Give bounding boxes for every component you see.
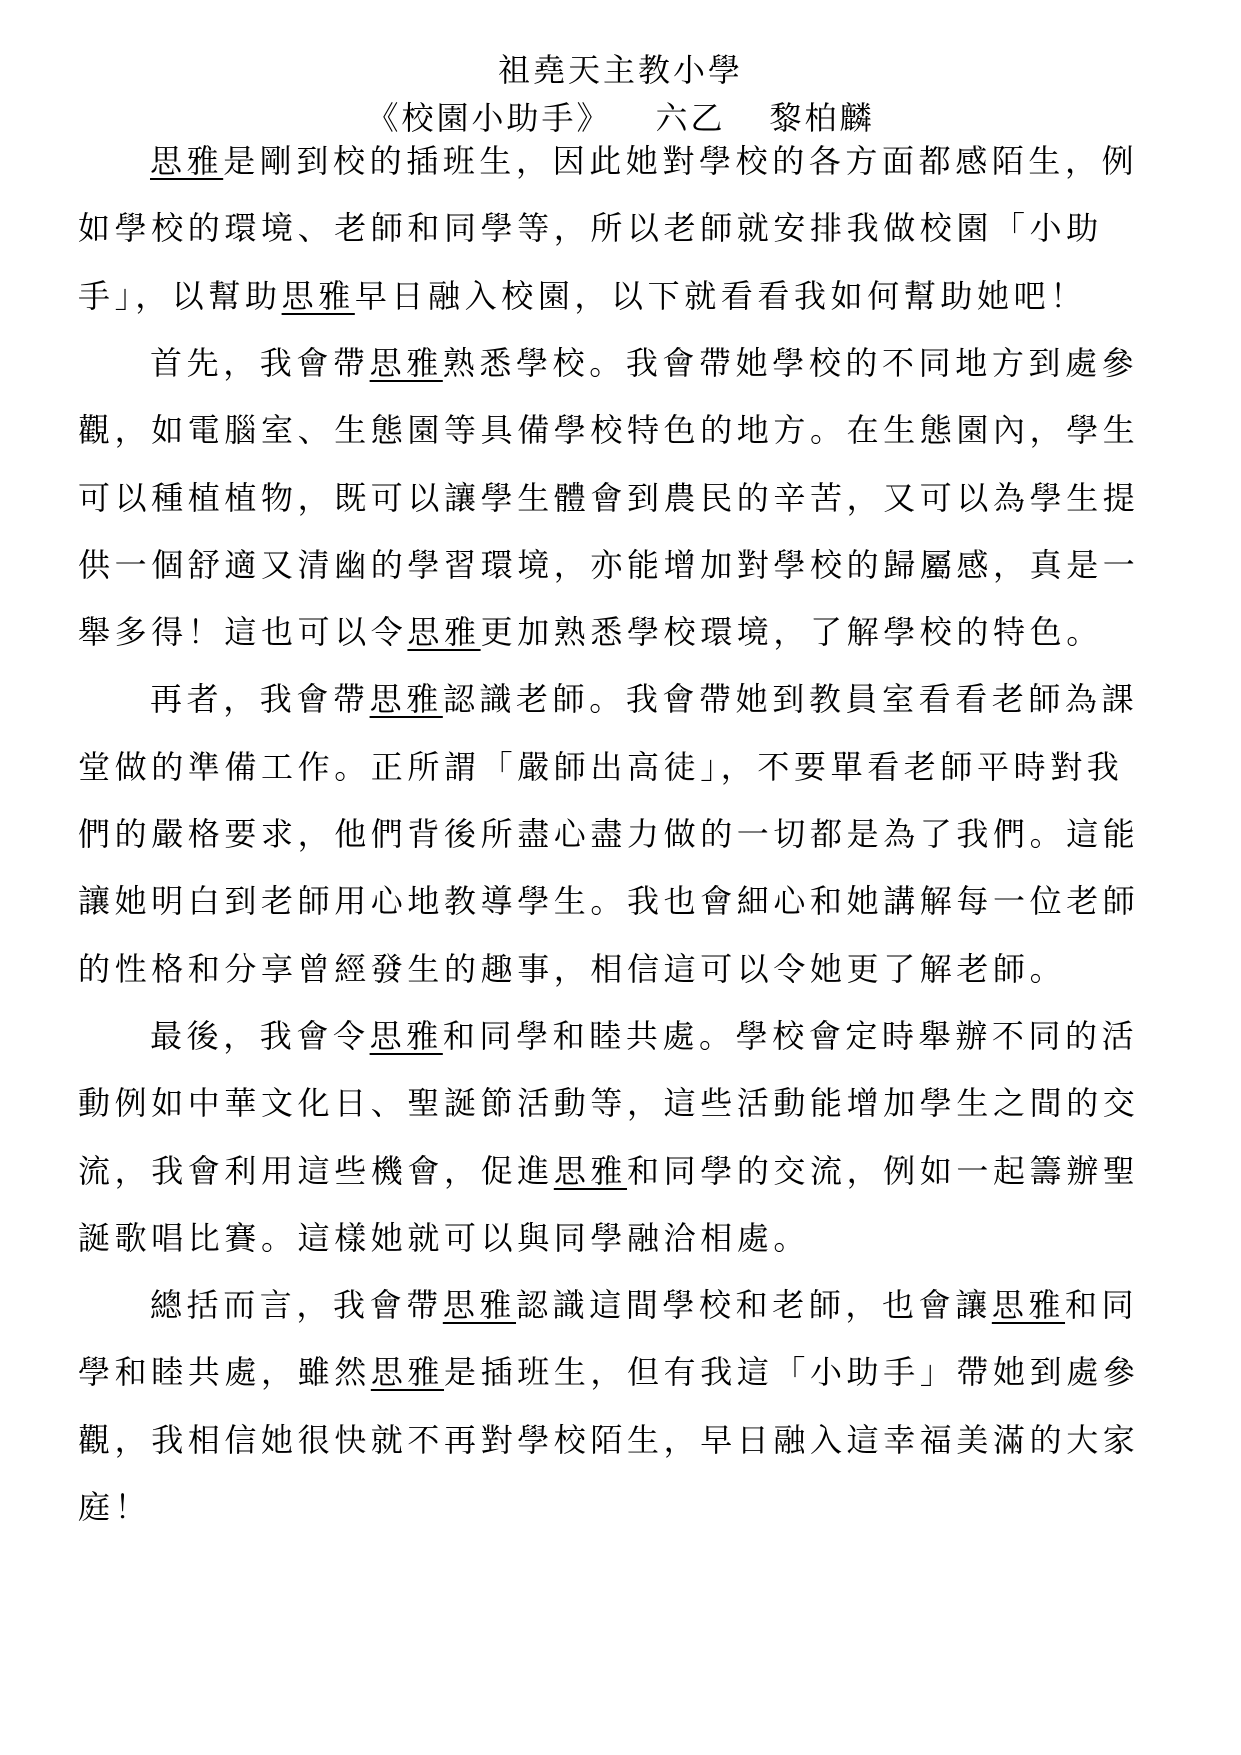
text-segment: 可以種植植物，既可以讓學生體會到農民的辛苦，又可以為學生提 <box>78 478 1140 517</box>
essay-line <box>78 259 1168 333</box>
essay-line <box>78 528 1168 602</box>
text-segment: 觀，我相信她很快就不再對學校陌生，早日融入這幸福美滿的大家 <box>78 1420 1140 1459</box>
text-segment: 和同學和睦共處。學校會定時舉辦不同的活 <box>442 1016 1139 1055</box>
text-segment: 和同 <box>1065 1286 1139 1325</box>
text-segment: 觀，如電腦室、生態園等具備學校特色的地方。在生態園內，學生 <box>78 411 1140 450</box>
essay-line <box>78 932 1168 1006</box>
text-segment: 學和睦共處，雖然 <box>78 1353 371 1392</box>
essay-line <box>78 393 1168 467</box>
essay-line <box>78 1066 1168 1140</box>
underlined-name: 思雅 <box>369 1016 443 1055</box>
essay-line <box>78 1134 1168 1208</box>
essay-line <box>78 1403 1168 1477</box>
text-segment: 誕歌唱比賽。這樣她就可以與同學融洽相處。 <box>78 1218 811 1257</box>
underlined-name: 思雅 <box>369 343 443 382</box>
essay-line <box>150 326 1168 400</box>
text-segment: 更加熟悉學校環境，了解學校的特色。 <box>480 613 1103 652</box>
text-segment: 手」，以幫助 <box>78 276 282 315</box>
essay-line <box>150 1268 1168 1342</box>
text-segment: 動例如中華文化日、聖誕節活動等，這些活動能增加學生之間的交 <box>78 1084 1140 1123</box>
underlined-name: 思雅 <box>150 142 224 180</box>
student-class: 六乙 <box>655 99 726 137</box>
text-segment: 首先，我會帶 <box>150 343 370 382</box>
text-segment: 供一個舒適又清幽的學習環境，亦能增加對學校的歸屬感，真是一 <box>78 545 1140 584</box>
essay-line <box>150 999 1168 1073</box>
underlined-name: 思雅 <box>370 1353 445 1392</box>
underlined-name: 思雅 <box>281 276 355 315</box>
text-segment: 和同學的交流，例如一起籌辦聖 <box>627 1151 1140 1190</box>
text-segment: 讓她明白到老師用心地教導學生。我也會細心和她講解每一位老師 <box>78 882 1140 921</box>
essay-line <box>78 730 1168 804</box>
text-segment: 流，我會利用這些機會，促進 <box>78 1151 554 1190</box>
essay-line <box>78 797 1168 871</box>
underlined-name: 思雅 <box>407 613 481 652</box>
essay-line <box>78 864 1168 938</box>
school-name: 祖堯天主教小學 <box>497 51 743 89</box>
text-segment: 庭！ <box>78 1488 152 1526</box>
essay-line <box>78 191 1168 265</box>
essay-line <box>78 461 1168 535</box>
text-segment: 是剛到校的插班生，因此她對學校的各方面都感陌生，例 <box>223 142 1139 180</box>
underlined-name: 思雅 <box>991 1286 1066 1325</box>
text-segment: 們的嚴格要求，他們背後所盡心盡力做的一切都是為了我們。這能 <box>78 815 1140 853</box>
text-segment: 認識這間學校和老師，也會讓 <box>516 1286 992 1325</box>
text-segment: 的性格和分享曾經發生的趣事，相信這可以令她更了解老師。 <box>78 949 1067 988</box>
underlined-name: 思雅 <box>553 1151 628 1190</box>
essay-line <box>78 1335 1168 1409</box>
essay-line <box>78 1470 1168 1544</box>
essay-line <box>78 1201 1168 1275</box>
text-segment: 舉多得！這也可以令 <box>78 613 408 652</box>
student-name: 黎柏麟 <box>769 99 875 137</box>
text-segment: 堂做的準備工作。正所謂「嚴師出高徒」，不要單看老師平時對我 <box>78 747 1124 786</box>
text-segment: 是插班生，但有我這「小助手」帶她到處參 <box>444 1353 1140 1392</box>
essay-line <box>150 124 1168 198</box>
text-segment: 熟悉學校。我會帶她學校的不同地方到處參 <box>442 343 1139 382</box>
text-segment: 認識老師。我會帶她到教員室看看老師為課 <box>442 680 1139 719</box>
underlined-name: 思雅 <box>442 1286 517 1325</box>
essay-line <box>150 662 1168 736</box>
text-segment: 早日融入校園，以下就看看我如何幫助她吧！ <box>354 276 1087 315</box>
text-segment: 再者，我會帶 <box>150 680 370 719</box>
essay-line <box>78 595 1168 669</box>
text-segment: 最後，我會令 <box>150 1016 370 1055</box>
text-segment: 如學校的環境、老師和同學等，所以老師就安排我做校園「小助 <box>78 209 1103 248</box>
essay-title: 《校園小助手》 <box>366 99 612 137</box>
text-segment: 總括而言，我會帶 <box>150 1286 443 1325</box>
underlined-name: 思雅 <box>369 680 443 719</box>
